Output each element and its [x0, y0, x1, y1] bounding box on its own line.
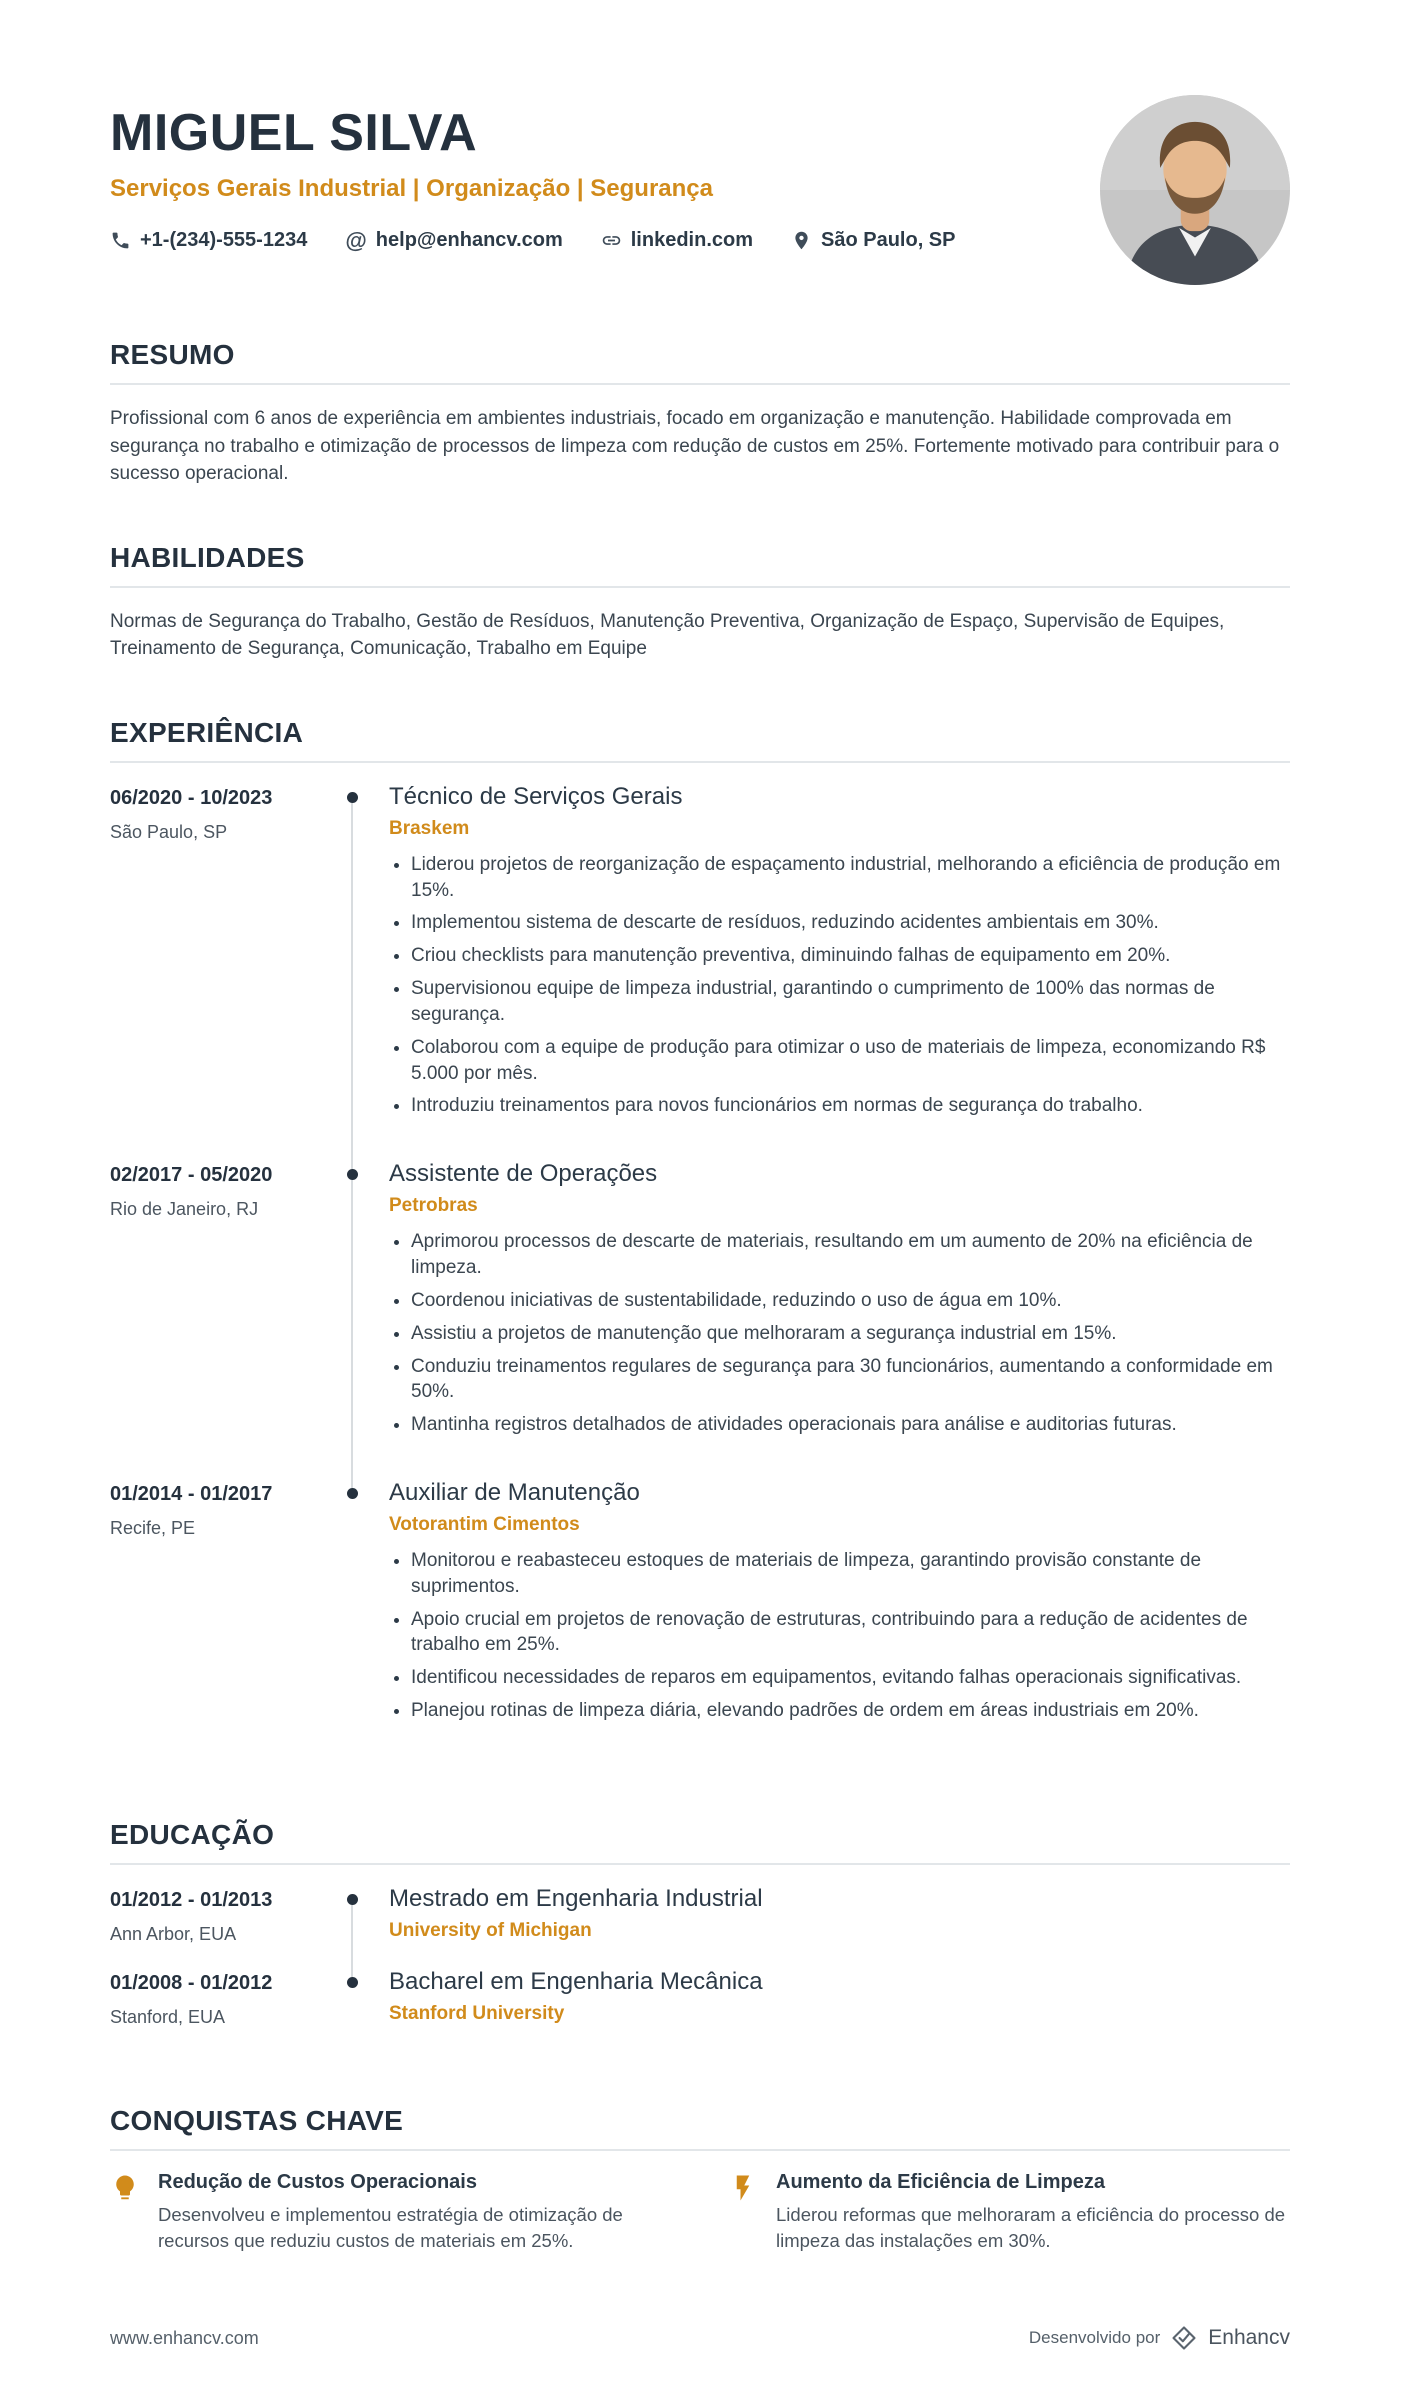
resumo-text: Profissional com 6 anos de experiência em ambientes industriais, focado em organização e manutenção. Habilidade comprovada em segurança no trabalho e otimização de processos de limpeza com redução de custos em 25%. Fortemente motivado para contribuir para o sucesso operacional. — [110, 408, 1280, 485]
job-bullets — [389, 1548, 1290, 1724]
bullet-item: • Conduziu treinamentos regulares de segurança para 30 funcionários, aumentando a conformidade em 50%. — [411, 1354, 1290, 1406]
achievement-title: Aumento da Eficiência de Limpeza — [776, 2170, 1105, 2193]
headline: Serviços Gerais Industrial | Organização | Segurança — [110, 175, 713, 202]
education-entry — [110, 1885, 1290, 1968]
bullet-item: • Implementou sistema de descarte de resíduos, reduzindo acidentes ambientais em 30%. — [411, 910, 1290, 936]
header — [110, 95, 1290, 285]
achievements-grid — [110, 2171, 1290, 2255]
company-name: Petrobras — [389, 1195, 478, 1217]
entry-dates: 01/2012 - 01/2013 — [110, 1888, 273, 1911]
bullet-item: • Introduziu treinamentos para novos funcionários em normas de segurança do trabalho. — [411, 1093, 1290, 1119]
timeline-dot — [347, 1169, 358, 1180]
avatar-image — [1100, 95, 1290, 285]
bullet-item: • Planejou rotinas de limpeza diária, elevando padrões de ordem em áreas industriais em 20%. — [411, 1698, 1290, 1724]
job-bullets — [389, 852, 1290, 1119]
experience-entry — [110, 1479, 1290, 1765]
entry-location: Stanford, EUA — [110, 2006, 226, 2027]
phone-icon — [110, 230, 131, 251]
candidate-name: MIGUEL SILVA — [110, 104, 478, 162]
job-bullets — [389, 1229, 1290, 1438]
bullet-item: • Identificou necessidades de reparos em equipamentos, evitando falhas operacionais significativas. — [411, 1665, 1290, 1691]
lightbulb-icon — [110, 2173, 140, 2203]
achievement-title: Redução de Custos Operacionais — [158, 2170, 477, 2193]
section-educacao — [110, 1819, 1290, 2051]
achievement-text: Liderou reformas que melhoraram a eficiência do processo de limpeza das instalações em 30%. — [776, 2203, 1286, 2252]
timeline-gutter — [315, 1479, 389, 1765]
bullet-item: • Colaborou com a equipe de produção para otimizar o uso de materiais de limpeza, economizando R$ 5.000 por mês. — [411, 1035, 1290, 1087]
bullet-item: • Liderou projetos de reorganização de espaçamento industrial, melhorando a eficiência de produção em 15%. — [411, 852, 1290, 904]
brand-name: Enhancv — [1208, 2326, 1290, 2350]
experience-entries — [110, 783, 1290, 1765]
achievement-item — [110, 2171, 672, 2255]
entry-dates: 02/2017 - 05/2020 — [110, 1164, 273, 1187]
link-icon — [601, 230, 622, 251]
phone-value: +1-(234)-555-1234 — [140, 229, 308, 251]
bullet-item: • Coordenou iniciativas de sustentabilidade, reduzindo o uso de água em 10%. — [411, 1288, 1290, 1314]
experience-entry — [110, 1160, 1290, 1479]
timeline-line — [351, 1905, 353, 1977]
bullet-item: • Assistiu a projetos de manutenção que melhoraram a segurança industrial em 15%. — [411, 1321, 1290, 1347]
timeline-line — [351, 1180, 353, 1488]
experiencia-title: EXPERIÊNCIA — [110, 717, 1290, 763]
entry-location: Rio de Janeiro, RJ — [110, 1199, 259, 1220]
entry-dates: 01/2008 - 01/2012 — [110, 1971, 273, 1994]
habilidades-title: HABILIDADES — [110, 542, 1290, 588]
linkedin-contact[interactable] — [601, 229, 753, 252]
powered-by — [1029, 2324, 1290, 2352]
location-value: São Paulo, SP — [821, 229, 956, 251]
timeline-gutter — [315, 783, 389, 1160]
location-pin-icon — [791, 230, 812, 251]
timeline-gutter — [315, 1885, 389, 1968]
experience-entry — [110, 783, 1290, 1160]
phone-contact — [110, 229, 307, 252]
habilidades-text: Normas de Segurança do Trabalho, Gestão de Resíduos, Manutenção Preventiva, Organização de Espaço, Supervisão de Equipes, Treinamento de Segurança, Comunicação, Trabalho em Equipe — [110, 610, 1225, 660]
bullet-item: • Supervisionou equipe de limpeza industrial, garantindo o cumprimento de 100% das normas de segurança. — [411, 976, 1290, 1028]
entry-location: São Paulo, SP — [110, 821, 228, 842]
company-name: Braskem — [389, 817, 470, 839]
conquistas-title: CONQUISTAS CHAVE — [110, 2105, 1290, 2151]
email-icon: @ — [345, 227, 367, 253]
timeline-dot — [347, 792, 358, 803]
footer-website-link[interactable]: www.enhancv.com — [110, 2327, 259, 2348]
educacao-title: EDUCAÇÃO — [110, 1819, 1290, 1865]
degree-title: Bacharel em Engenharia Mecânica — [389, 1967, 763, 1995]
enhancv-logo-icon — [1170, 2324, 1198, 2352]
education-entries — [110, 1885, 1290, 2051]
job-title: Auxiliar de Manutenção — [389, 1478, 640, 1506]
bullet-item: • Aprimorou processos de descarte de materiais, resultando em um aumento de 20% na eficiência de limpeza. — [411, 1229, 1290, 1281]
job-title: Assistente de Operações — [389, 1160, 658, 1188]
company-name: Votorantim Cimentos — [389, 1513, 580, 1535]
school-name: Stanford University — [389, 2002, 565, 2024]
timeline-line — [351, 803, 353, 1169]
section-resumo — [110, 339, 1290, 488]
bullet-item: • Criou checklists para manutenção preventiva, diminuindo falhas de equipamento em 20%. — [411, 943, 1290, 969]
timeline-dot — [347, 1488, 358, 1499]
section-experiencia — [110, 717, 1290, 1765]
entry-dates: 01/2014 - 01/2017 — [110, 1482, 273, 1505]
linkedin-value: linkedin.com — [630, 229, 753, 251]
resumo-title: RESUMO — [110, 339, 1290, 385]
section-habilidades — [110, 542, 1290, 663]
location-contact — [791, 229, 955, 252]
footer — [110, 2254, 1290, 2352]
timeline-gutter — [315, 1160, 389, 1479]
email-contact[interactable] — [345, 229, 562, 252]
bullet-item: • Monitorou e reabasteceu estoques de materiais de limpeza, garantindo provisão constante de suprimentos. — [411, 1548, 1290, 1600]
bullet-item: • Mantinha registros detalhados de atividades operacionais para análise e auditorias futuras. — [411, 1412, 1290, 1438]
bullet-item: • Apoio crucial em projetos de renovação de estruturas, contribuindo para a redução de acidentes de trabalho em 25%. — [411, 1607, 1290, 1659]
degree-title: Mestrado em Engenharia Industrial — [389, 1884, 763, 1912]
profile-photo — [1100, 95, 1290, 285]
entry-dates: 06/2020 - 10/2023 — [110, 786, 273, 809]
achievement-item — [728, 2171, 1290, 2255]
powered-by-label: Desenvolvido por — [1028, 2328, 1161, 2348]
job-title: Técnico de Serviços Gerais — [389, 782, 683, 810]
timeline-dot — [347, 1894, 358, 1905]
achievement-text: Desenvolveu e implementou estratégia de otimização de recursos que reduziu custos de materiais em 25%. — [158, 2203, 623, 2252]
timeline-dot — [347, 1977, 358, 1988]
email-value: help@enhancv.com — [375, 229, 563, 251]
entry-location: Ann Arbor, EUA — [110, 1923, 237, 1944]
contact-row — [110, 229, 955, 252]
school-name: University of Michigan — [389, 1919, 592, 1941]
education-entry — [110, 1968, 1290, 2051]
lightning-icon — [728, 2173, 758, 2203]
entry-location: Recife, PE — [110, 1517, 196, 1538]
section-conquistas — [110, 2105, 1290, 2255]
timeline-gutter — [315, 1968, 389, 2051]
